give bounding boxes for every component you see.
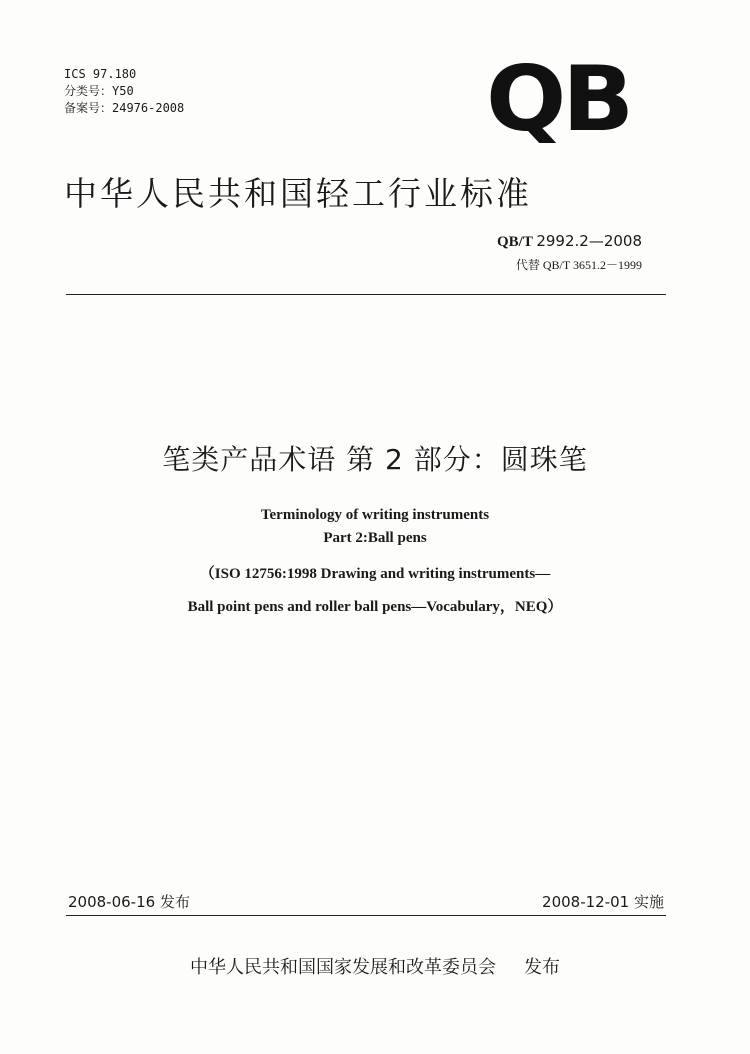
ics-code: ICS 97.180 [64, 67, 137, 81]
issuer-name: 中华人民共和国国家发展和改革委员会 [190, 957, 496, 978]
issuer-line [0, 953, 750, 979]
title-english-line1: Terminology of writing instruments [260, 507, 490, 523]
title-english-line2: Part 2:Ball pens [323, 530, 427, 546]
header-meta [64, 66, 184, 117]
publish-date: 2008-06-16 发布 [68, 893, 190, 911]
title-chinese: 笔类产品术语 第 2 部分：圆珠笔 [162, 443, 588, 476]
organization-title: 中华人民共和国轻工行业标准 [64, 174, 532, 213]
standard-number [497, 232, 642, 251]
replaces-standard: 代替 QB/T 3651.2－1999 [515, 258, 642, 272]
effective-date: 2008-12-01 实施 [542, 893, 664, 911]
title-english-line4: Ball point pens and roller ball pens—Vocabulary，NEQ） [187, 599, 563, 615]
bottom-divider [66, 915, 666, 916]
standard-prefix: QB/T [497, 234, 533, 250]
standard-code: 2992.2—2008 [536, 232, 642, 250]
issuer-action: 发布 [524, 957, 560, 978]
record-number: 备案号：24976-2008 [64, 101, 185, 115]
qb-logo: QB [486, 47, 630, 152]
top-divider [66, 294, 666, 295]
title-english-line3: （ISO 12756:1998 Drawing and writing instruments— [199, 566, 551, 582]
category-code: 分类号：Y50 [64, 84, 134, 98]
